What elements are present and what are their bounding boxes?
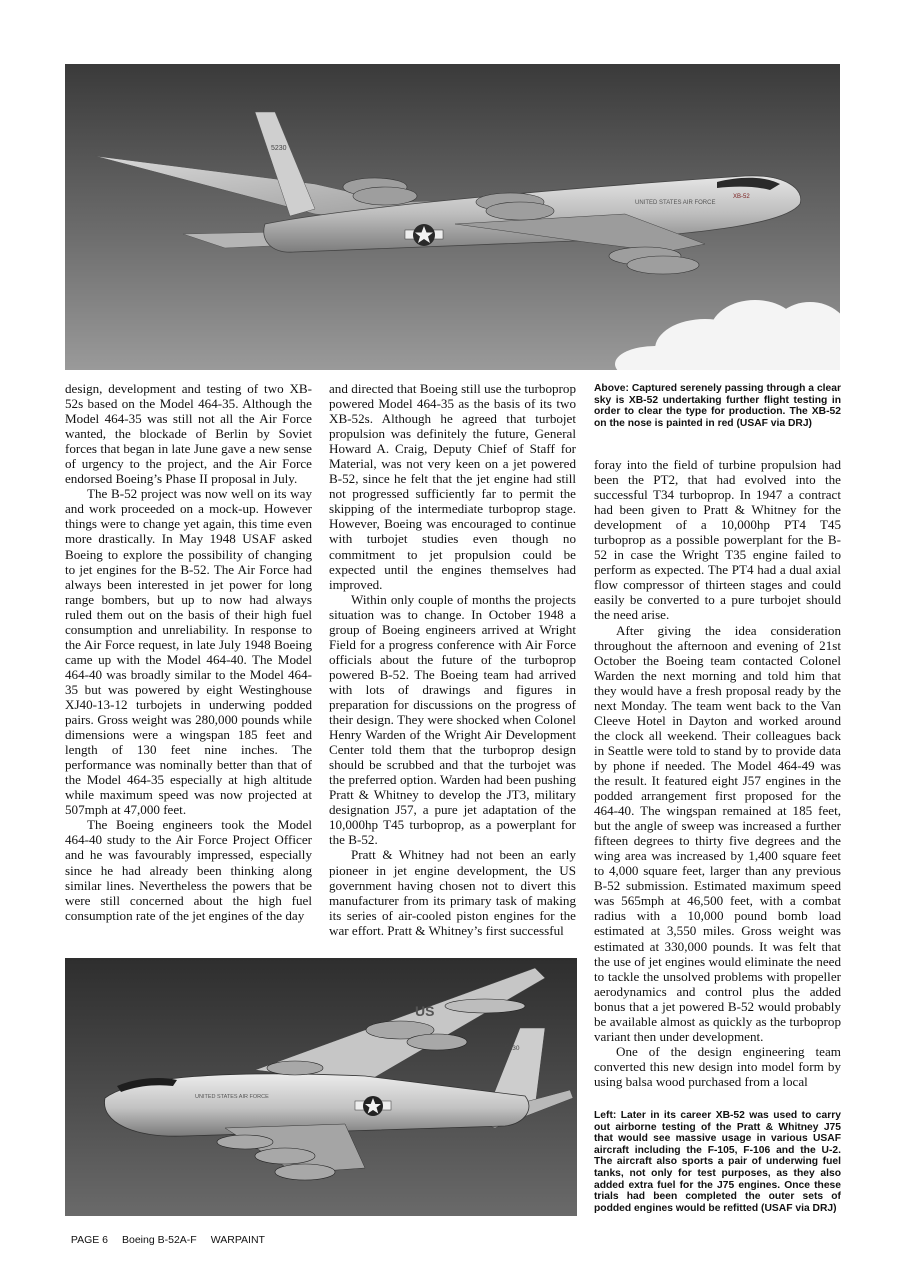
- paragraph: The Boeing engineers took the Model 464-40 study to the Air Force Project Officer and he was favourably impressed, especially since he had already been thinking along similar lines. Nevertheless the powers that be were still concerned about the high fuel consumption rate of the jet engines of the day: [65, 817, 312, 923]
- tail-number: 5230: [271, 145, 287, 152]
- paragraph: The B-52 project was now well on its way and work proceeded on a mock-up. However things were to change yet again, this time even more drastically. In May 1948 USAF asked Boeing to explore the possibility of changing to jet engines for the B-52. The Air Force had always been interested in jet power for long range bombers, but up to now had always ruled them out on the basis of their high fuel consumption and unreliability. In response to the Air Force request, in late July 1948 Boeing came up with the Model 464-40. The Model 464-40 was broadly similar to the Model 464-35 but was powered by eight Westinghouse XJ40-13-12 turbojets in underwing podded pairs. Gross weight was 280,000 pounds while dimensions were a wingspan 185 feet and length of 130 feet nine inches. The performance was nominally better than that of the Model 464-35 especially at high altitude while maximum speed was now projected at 507mph at 47,000 feet.: [65, 486, 312, 818]
- paragraph: foray into the field of turbine propulsion had been the PT2, that had evolved into the successful T34 turboprop. In 1947 a contract had been given to Pratt & Whitney for the development of a 10,000hp PT4 T45 turboprop as a possible powerplant for the B-52 in case the Wright T35 engine failed to perform as expected. The PT4 had a dual axial flow compressor of thirteen stages and could easily be converted to a pure turbojet should the need arise.: [594, 457, 841, 623]
- fuselage-marking: UNITED STATES AIR FORCE: [195, 1094, 269, 1100]
- caption-left: Left: Later in its career XB-52 was used to carry out airborne testing of the Pratt & Whitney J75 that would see massive usage in various USAF aircraft including the F-105, F-106 and the U-2. The aircraft also sports a pair of underwing fuel tanks, not only for test purposes, as they also added extra fuel for the J75 engines. Once these trials had been completed the outer sets of podded engines would be refitted (USAF via DRJ): [594, 1110, 841, 1214]
- page-footer: [65, 1222, 279, 1246]
- paragraph: and directed that Boeing still use the turboprop powered Model 464-35 as the basis of its two XB-52s. Although he agreed that turbojet propulsion was definitely the future, General Howard A. Craig, Deputy Chief of Staff for Material, was not very keen on a jet powered B-52, since he felt that the jet engine had still not progressed sufficiently far to permit the skipping of the intermediate turboprop stage. However, Boeing was encouraged to continue with turbojet studies even though no commitment to jet propulsion could be expected until the engines themselves had improved.: [329, 381, 576, 592]
- bottom-photo-xb52: [65, 958, 577, 1216]
- caption-above: Above: Captured serenely passing through a clear sky is XB-52 undertaking further flight testing in order to clear the type for production. The XB-52 on the nose is painted in red (USAF via DRJ): [594, 383, 841, 429]
- paragraph: One of the design engineering team converted this new design into model form by using balsa wood purchased from a local: [594, 1043, 841, 1089]
- paragraph: design, development and testing of two XB-52s based on the Model 464-35. Although the Model 464-35 was still not all the Air Force wanted, the blockade of Berlin by Soviet forces that began in late June gave a new sense of urgency to the project, and the Air Force endorsed Boeing’s Phase II proposal in July.: [65, 381, 312, 487]
- wing-marking: US: [415, 1003, 435, 1019]
- tail-number: 5230: [505, 1045, 520, 1052]
- text-column-3: [594, 457, 841, 1089]
- series-name: WARPAINT: [210, 1234, 265, 1246]
- text-column-2: [329, 381, 576, 938]
- paragraph: Pratt & Whitney had not been an early pioneer in jet engine development, the US government having chosen not to divert this manufacturer from its primary task of making its series of air-cooled piston engines for the war effort. Pratt & Whitney’s first successful: [329, 847, 576, 938]
- text-column-1: [65, 381, 312, 923]
- paragraph: Within only couple of months the projects situation was to change. In October 1948 a group of Boeing engineers arrived at Wright Field for a progress conference with Air Force officials about the future of the turboprop powered B-52. The Boeing team had arrived with lots of drawings and figures in preparation for discussions on the progress of their design. They were shocked when Colonel Henry Warden of the Wright Air Development Center told them that the turboprop design should be scrubbed and that the turbojet was the preferred option. Warden had been pushing Pratt & Whitney to develop the JT3, military designation J57, a pure jet adaptation of the 10,000hp T45 turboprop, as a powerplant for the B-52.: [329, 591, 576, 848]
- xb52-flight-image: [65, 64, 840, 370]
- xb52-j75-image: [65, 958, 577, 1216]
- top-photo-xb52: [65, 64, 840, 370]
- publication-title: Boeing B-52A-F: [122, 1234, 197, 1246]
- paragraph: After giving the idea consideration throughout the afternoon and evening of 21st October the Boeing team contacted Colonel Warden the next morning and told him that they would have a fresh proposal ready by the next Monday. The team went back to the Van Cleeve Hotel in Dayton and worked around the clock all weekend. Their colleagues back in Seattle were told to stand by to provide data by phone if needed. The Model 464-49 was the result. It featured eight J57 engines in the podded arrangement first proposed for the 464-40. The wingspan remained at 185 feet, but the angle of sweep was increased a further fifteen degrees to thirty five degrees and the wing area was increased by 1,400 square feet to 4,000 square feet, larger than any previous B-52 submission. Estimated maximum speed was 565mph at 46,500 feet, with a combat radius with a 10,000 pound bomb load estimated at 3,550 miles. Gross weight was estimated at 330,000 pounds. It was felt that the use of jet engines would eliminate the need to tackle the unsolved problems with propeller aerodynamics and control plus the added bonus that a jet powered B-52 would probably be available almost as quickly as the turboprop variant then under development.: [594, 622, 841, 1044]
- page-number: PAGE 6: [70, 1234, 108, 1246]
- nose-marking: XB-52: [733, 194, 750, 200]
- fuselage-marking: UNITED STATES AIR FORCE: [635, 200, 716, 206]
